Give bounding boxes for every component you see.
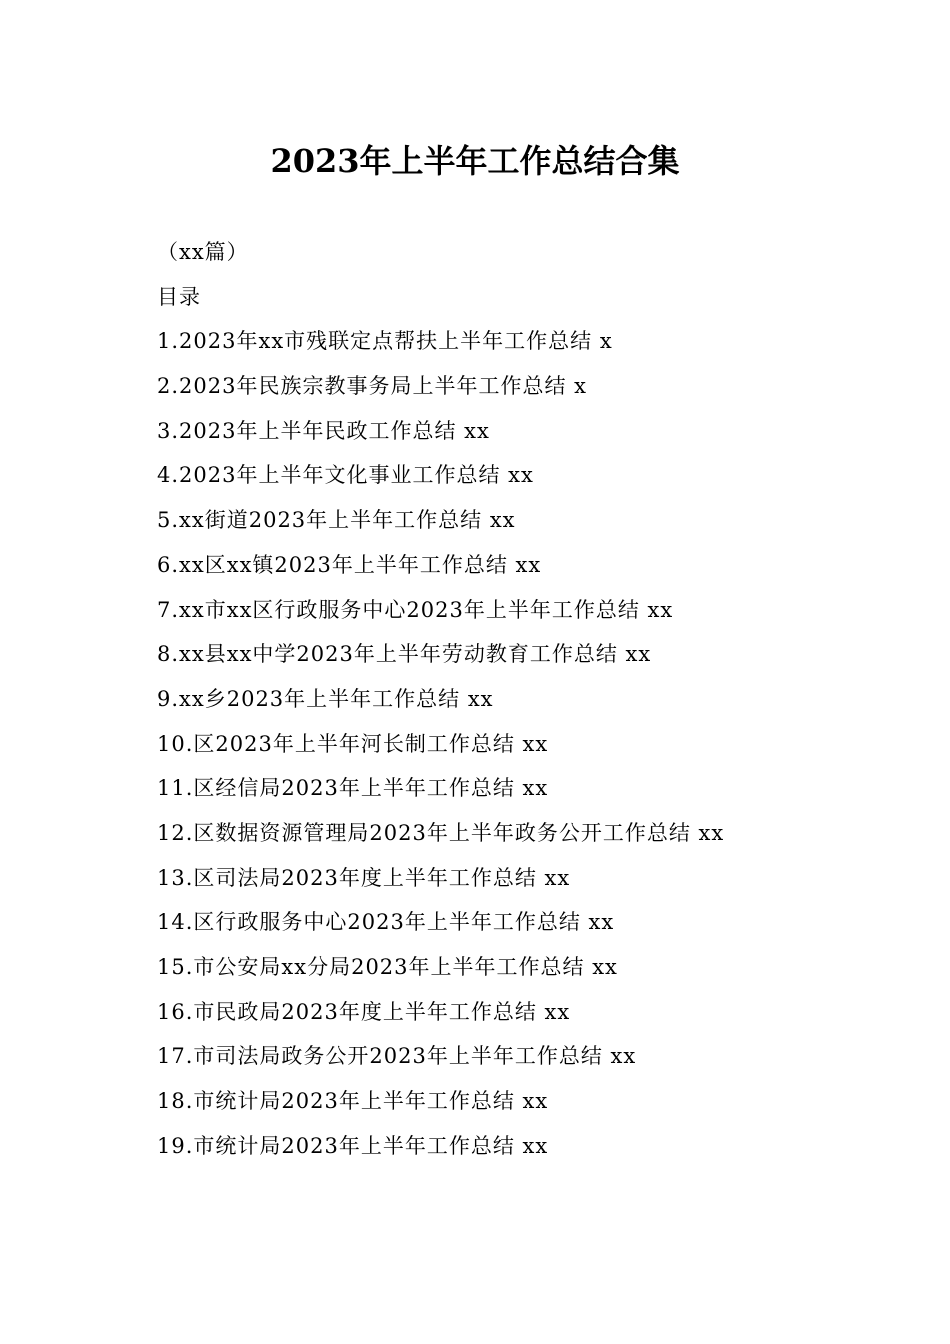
toc-item: 2.2023年民族宗教事务局上半年工作总结 x [157, 374, 587, 399]
toc-item: 5.xx街道2023年上半年工作总结 xx [157, 508, 516, 533]
toc-item: 12.区数据资源管理局2023年上半年政务公开工作总结 xx [157, 820, 725, 845]
toc-item: 15.市公安局xx分局2023年上半年工作总结 xx [157, 955, 618, 979]
toc-list [157, 319, 857, 1168]
toc-item: 13.区司法局2023年度上半年工作总结 xx [157, 865, 571, 890]
toc-item: 17.市司法局政务公开2023年上半年工作总结 xx [157, 1044, 637, 1069]
toc-item: 8.xx县xx中学2023年上半年劳动教育工作总结 xx [157, 642, 652, 667]
toc-item: 7.xx市xx区行政服务中心2023年上半年工作总结 xx [157, 597, 674, 622]
toc-item: 6.xx区xx镇2023年上半年工作总结 xx [157, 552, 542, 577]
toc-item: 11.区经信局2023年上半年工作总结 xx [157, 776, 549, 801]
document-subtitle: （xx篇） [157, 240, 249, 264]
toc-item: 1.2023年xx市残联定点帮扶上半年工作总结 x [157, 329, 613, 354]
toc-item: 19.市统计局2023年上半年工作总结 xx [157, 1133, 549, 1158]
document-body [157, 230, 857, 1168]
toc-item: 10.区2023年上半年河长制工作总结 xx [157, 731, 549, 756]
toc-item: 9.xx乡2023年上半年工作总结 xx [157, 686, 494, 711]
toc-item: 3.2023年上半年民政工作总结 xx [157, 418, 490, 443]
toc-heading: 目录 [157, 284, 201, 309]
document-title: 2023年上半年工作总结合集 [270, 142, 680, 180]
toc-item: 16.市民政局2023年度上半年工作总结 xx [157, 999, 571, 1024]
toc-item: 4.2023年上半年文化事业工作总结 xx [157, 463, 534, 488]
toc-item: 14.区行政服务中心2023年上半年工作总结 xx [157, 910, 615, 935]
toc-item: 18.市统计局2023年上半年工作总结 xx [157, 1089, 549, 1114]
